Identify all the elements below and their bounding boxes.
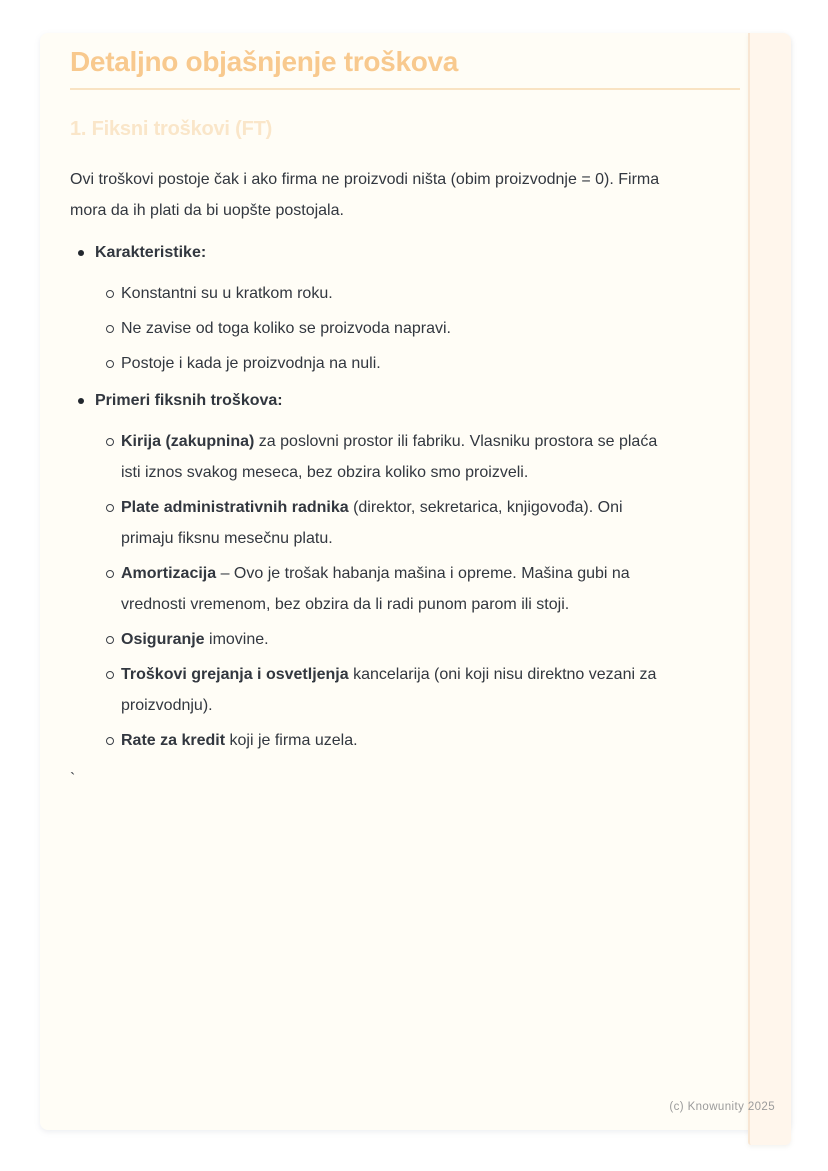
list-item-text	[121, 313, 679, 344]
item-label: Rate za kredit	[121, 732, 226, 749]
item-rest: (direktor, sekretarica, knjigovođa). Oni primaju fiksnu mesečnu platu.	[121, 499, 623, 547]
item-rest: koji je firma uzela.	[225, 732, 358, 749]
examples-group	[70, 385, 740, 756]
circle-bullet-icon	[106, 737, 114, 745]
list-group-label-text: Karakteristike:	[95, 244, 207, 261]
list-group-label	[70, 385, 740, 416]
sub-list	[70, 278, 740, 379]
item-rest: imovine.	[204, 631, 269, 648]
circle-bullet-icon	[106, 570, 114, 578]
bullet-icon	[78, 398, 84, 404]
characteristics-group	[70, 237, 740, 379]
item-rest: za poslovni prostor ili fabriku. Vlasniku prostora se plaća isti iznos svakog meseca, bez obzira koliko smo proizveli.	[121, 433, 658, 481]
item-label: Osiguranje	[121, 631, 205, 648]
list-group-label	[70, 237, 740, 268]
list-item-text	[121, 426, 679, 488]
page-side-strip	[748, 33, 791, 1145]
list-group-label-text: Primeri fiksnih troškova:	[95, 392, 283, 409]
title-underline	[70, 88, 740, 90]
section-heading: 1. Fiksni troškovi (FT)	[70, 118, 273, 140]
circle-bullet-icon	[106, 438, 114, 446]
item-rest: kancelarija (oni koji nisu direktno vezani za proizvodnju).	[121, 666, 657, 714]
list-item	[70, 278, 740, 309]
item-rest: – Ovo je trošak habanja mašina i opreme. Mašina gubi na vrednosti vremenom, bez obzira da li radi punom parom ili stoji.	[121, 565, 630, 613]
list-item-text	[121, 558, 679, 620]
document-title: Detaljno objašnjenje troškova	[70, 46, 459, 77]
item-rest: Konstantni su u kratkom roku.	[121, 285, 333, 302]
footer-credit: (c) Knowunity 2025	[669, 1101, 775, 1113]
item-label: Amortizacija	[121, 565, 217, 582]
list-item-text	[121, 624, 679, 655]
list-item	[70, 725, 740, 756]
circle-bullet-icon	[106, 636, 114, 644]
item-rest: Ne zavise od toga koliko se proizvoda napravi.	[121, 320, 451, 337]
list-item-text	[121, 725, 679, 756]
list-item	[70, 313, 740, 344]
list-item-text	[121, 659, 679, 721]
circle-bullet-icon	[106, 360, 114, 368]
item-label: Kirija (zakupnina)	[121, 433, 255, 450]
intro-paragraph: Ovi troškovi postoje čak i ako firma ne proizvodi ništa (obim proizvodnje = 0). Firma mora da ih plati da bi uopšte postojala.	[70, 171, 660, 219]
circle-bullet-icon	[106, 671, 114, 679]
stray-backtick: `	[70, 771, 76, 788]
list-item	[70, 558, 740, 620]
item-label: Plate administrativnih radnika	[121, 499, 349, 516]
bullet-icon	[78, 250, 84, 256]
list-item-text	[121, 492, 679, 554]
circle-bullet-icon	[106, 504, 114, 512]
list-item	[70, 492, 740, 554]
circle-bullet-icon	[106, 290, 114, 298]
sub-list	[70, 426, 740, 756]
list-item-text	[121, 348, 679, 379]
document-content	[70, 46, 740, 790]
item-label: Troškovi grejanja i osvetljenja	[121, 666, 349, 683]
circle-bullet-icon	[106, 325, 114, 333]
list-item	[70, 659, 740, 721]
list-item	[70, 426, 740, 488]
list-item	[70, 624, 740, 655]
list-item-text	[121, 278, 679, 309]
list-item	[70, 348, 740, 379]
item-rest: Postoje i kada je proizvodnja na nuli.	[121, 355, 381, 372]
